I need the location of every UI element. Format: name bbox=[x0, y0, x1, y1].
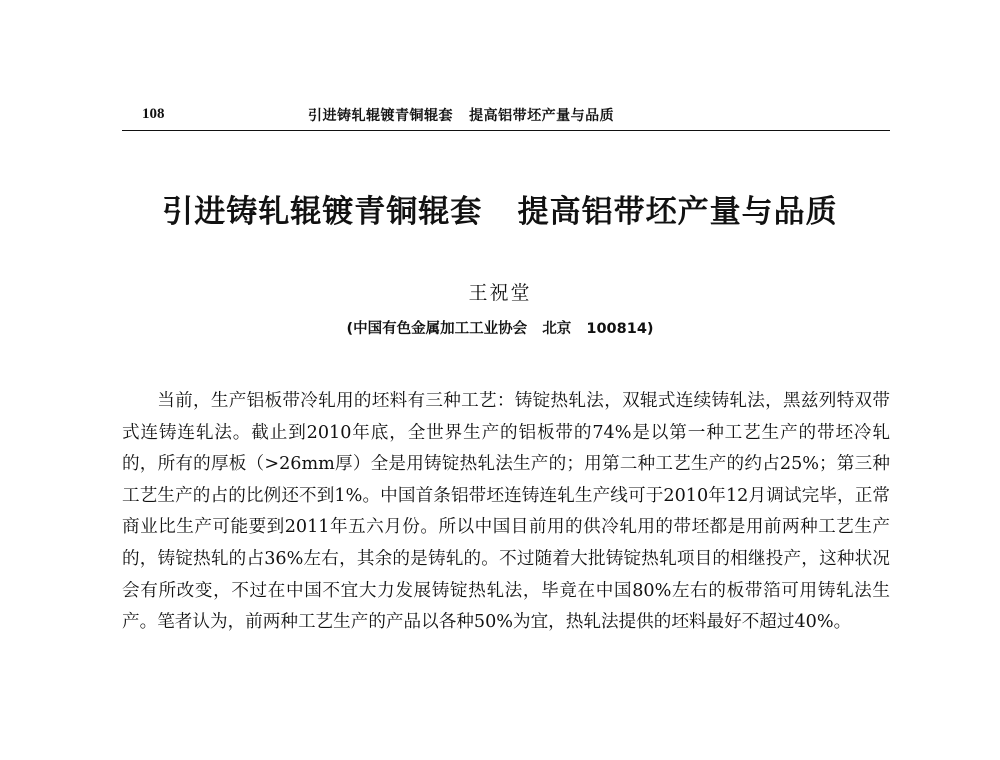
paper-title: 引进铸轧辊镀青铜辊套 提高铝带坯产量与品质 bbox=[162, 194, 838, 230]
author-name: 王祝堂 bbox=[468, 282, 532, 304]
author-affiliation: (中国有色金属加工工业协会 北京 100814) bbox=[346, 321, 654, 337]
page-number: 108 bbox=[142, 106, 165, 122]
body-paragraph: 当前，生产铝板带冷轧用的坯料有三种工艺：铸锭热轧法，双辊式连续铸轧法，黑兹列特双带式连铸连轧法。截止到2010年底，全世界生产的铝板带的74%是以第一种工艺生产的带坯冷轧的，所有的厚板（>26mm厚）全是用铸锭热轧法生产的；用第二种工艺生产的约占25%；第三种工艺生产的占的比例还不到1%。中国首条铝带坯连铸连轧生产线可于2010年12月调试完毕，正常商业比生产可能要到2011年五六月份。所以中国目前用的供冷轧用的带坯都是用前两种工艺生产的，铸锭热轧的占36%左右，其余的是铸轧的。不过随着大批铸锭热轧项目的相继投产，这种状况会有所改变，不过在中国不宜大力发展铸锭热轧法，毕竟在中国80%左右的板带箔可用铸轧法生产。笔者认为，前两种工艺生产的产品以各种50%为宜，热轧法提供的坯料最好不超过40%。 bbox=[122, 391, 890, 633]
running-header bbox=[122, 102, 890, 131]
running-title: 引进铸轧辊镀青铜辊套 提高铝带坯产量与品质 bbox=[308, 108, 615, 124]
